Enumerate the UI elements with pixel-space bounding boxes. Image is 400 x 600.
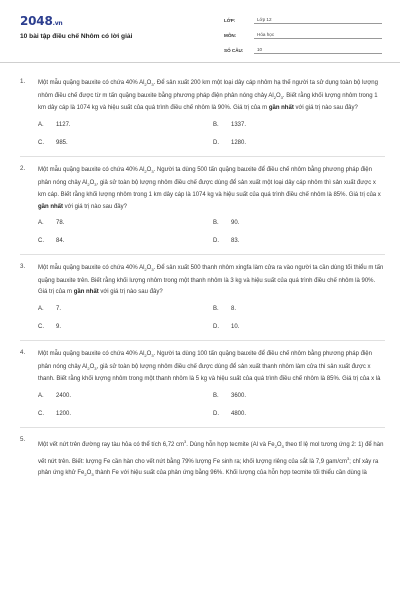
subscript: 3 (94, 365, 97, 371)
question-number: 5. (20, 435, 26, 443)
answer-option[interactable] (38, 140, 213, 146)
option-value: 1337. (231, 121, 247, 128)
text-fragment: thành Fe với hiệu suất của phản ứng bằng 96%. Khối lượng của hỗn hợp tecmite tối thiểu cần dùng là (93, 470, 367, 476)
answer-options (38, 306, 385, 330)
text-fragment: . Biết rằng khối lượng nhôm trong 1 km dây cáp là 1074 kg và hiệu suất của quá trình điều chế nhôm là 90%. Giá trị của m (38, 92, 378, 112)
emphasis-text: gần nhất (73, 289, 99, 296)
text-fragment: , giả sử toàn bộ lượng nhôm điều chế được dùng để sản xuất một loại dây cáp nhôm thì sản xuất được x km cáp. Biết rằng khối lượng nhôm trong 1 km dây cáp là 1074 kg và hiệu suất của quá trình điều chế nhôm là 85%. Giá trị của x (38, 179, 381, 199)
option-value: 4800. (231, 410, 247, 417)
meta-value: Lớp 12 (254, 17, 382, 24)
answer-option[interactable] (213, 220, 388, 226)
text-fragment: với giá trị nào sau đây? (98, 289, 163, 296)
option-value: 10. (231, 323, 240, 330)
logo-text: 2048 (20, 14, 53, 28)
answer-option[interactable] (38, 306, 213, 312)
text-fragment: . Để sản xuất 500 thanh nhôm xingfa làm cửa ra vào người ta cần dùng tối thiểu m tấn quặng bauxite trên. Biết rằng khối lượng nhôm trong một thanh nhôm là 3 kg và hiệu suất của quá trình điều chế nhôm là 90%. Giá trị của m (38, 265, 384, 296)
answer-option[interactable] (38, 411, 213, 417)
emphasis-text: gần nhất (268, 105, 294, 112)
option-letter: C. (38, 410, 44, 417)
meta-value: Hóa học (254, 32, 382, 39)
text-fragment: với giá trị nào sau đây? (293, 105, 358, 112)
document-header (0, 0, 400, 58)
answer-option[interactable] (213, 411, 388, 417)
subscript: 3 (151, 353, 154, 359)
text-fragment: Một mẫu quặng bauxite có chứa 40% Al (38, 350, 145, 357)
option-letter: D. (213, 139, 219, 146)
subscript: 3 (91, 472, 94, 478)
text-fragment: O (89, 179, 95, 186)
option-value: 83. (231, 238, 240, 245)
answer-option[interactable] (213, 306, 388, 312)
option-letter: C. (38, 238, 44, 245)
answer-option[interactable] (38, 393, 213, 399)
subscript: 2 (144, 353, 147, 359)
answer-option[interactable] (38, 324, 213, 330)
subscript: 2 (274, 444, 277, 449)
option-letter: B. (213, 305, 219, 312)
option-value: 1200. (56, 410, 72, 417)
question-number: 3. (20, 263, 26, 271)
question-item (20, 263, 385, 341)
answer-options (38, 220, 385, 244)
emphasis-text: gần nhất (38, 203, 63, 210)
superscript: 3 (347, 455, 350, 461)
answer-option[interactable] (213, 393, 388, 399)
option-value: 1127. (56, 121, 71, 128)
option-value: 90. (231, 220, 240, 227)
option-letter: C. (38, 139, 44, 146)
text-fragment: , giả sử toàn bộ lượng nhôm điều chế được dùng để sản xuất thanh nhôm làm cửa thì sản xuất được x thanh. Biết rằng khối lượng nhôm trong một thanh nhôm là 5 kg và hiệu suất của quá trình điều chế nhôm là 85%. Giá trị của x là (38, 363, 381, 383)
option-letter: D. (213, 410, 219, 417)
text-fragment: Một vết nứt trên đường ray tàu hỏa có thể tích 6,72 cm (38, 441, 185, 448)
document-meta (224, 12, 382, 57)
question-item (20, 78, 385, 157)
question-divider (20, 254, 385, 255)
meta-label: SỐ CÂU: (224, 48, 244, 53)
meta-row-subject (224, 27, 382, 39)
text-fragment: với giá trị nào sau đây? (63, 203, 127, 210)
option-value: 84. (56, 238, 65, 245)
option-letter: A. (38, 305, 44, 312)
text-fragment: theo tỉ lệ mol tương ứng 2: 1) để hàn vết nứt trên. Biết: lượng Fe cần hàn cho vết nứt bằng 79% lượng Fe sinh ra; khối lượng riêng của sắt là 7,9 gam/cm (38, 441, 384, 465)
logo-suffix: .vn (52, 20, 63, 27)
text-fragment: O (276, 92, 281, 99)
subscript: 2 (87, 365, 90, 371)
meta-row-count (224, 42, 382, 54)
option-value: 8. (231, 305, 237, 312)
option-value: 3600. (231, 392, 247, 399)
question-text (38, 349, 385, 386)
question-item (20, 436, 385, 481)
subscript: 3 (281, 444, 284, 449)
question-text (38, 165, 385, 213)
text-fragment: O (89, 363, 95, 370)
meta-label: MÔN: (224, 33, 237, 38)
option-letter: B. (213, 392, 219, 399)
meta-value: 10 (254, 47, 382, 54)
answer-option[interactable] (213, 122, 388, 128)
subscript: 2 (144, 267, 147, 273)
option-value: 7. (56, 305, 62, 312)
superscript: 3 (184, 438, 187, 444)
option-letter: D. (213, 323, 219, 330)
option-letter: B. (213, 121, 219, 128)
option-value: 1280. (231, 139, 247, 146)
answer-option[interactable] (38, 238, 213, 244)
text-fragment: O (146, 350, 152, 357)
option-value: 9. (56, 323, 62, 330)
subscript: 2 (144, 82, 147, 88)
text-fragment: . Người ta dùng 100 tấn quặng bauxite để điều chế nhôm bằng phương pháp điện phân nóng chảy Al (38, 350, 372, 370)
text-fragment: Một mẫu quặng bauxite có chứa 40% Al (38, 80, 145, 86)
text-fragment: Một mẫu quặng bauxite có chứa 40% Al (38, 265, 145, 272)
option-value: 78. (56, 220, 65, 227)
answer-option[interactable] (38, 122, 213, 128)
question-list (20, 78, 385, 489)
subscript: 2 (87, 181, 90, 187)
question-divider (20, 156, 385, 157)
option-letter: B. (213, 220, 219, 227)
text-fragment: O (146, 265, 152, 272)
answer-option[interactable] (213, 238, 388, 244)
option-letter: A. (38, 121, 44, 128)
answer-option[interactable] (38, 220, 213, 226)
subscript: 3 (151, 82, 154, 88)
text-fragment: O (146, 166, 152, 173)
meta-label: LỚP: (224, 18, 236, 23)
question-number: 4. (20, 348, 26, 356)
option-value: 985. (56, 139, 68, 146)
subscript: 2 (144, 169, 147, 175)
option-letter: D. (213, 238, 219, 245)
question-divider (20, 427, 385, 428)
option-letter: A. (38, 392, 44, 399)
text-fragment: O (86, 470, 92, 476)
question-text (38, 263, 385, 299)
question-number: 2. (20, 164, 26, 172)
answer-option[interactable] (213, 324, 388, 330)
text-fragment: . Dùng hỗn hợp tecmite (Al và Fe (186, 441, 275, 448)
question-text (38, 436, 385, 481)
subscript: 3 (280, 94, 283, 100)
subscript: 3 (94, 181, 97, 187)
question-item (20, 349, 385, 428)
text-fragment: . Người ta dùng 500 tấn quặng bauxite để điều chế nhôm bằng phương pháp điện phân nóng chảy Al (38, 166, 372, 186)
question-number: 1. (20, 78, 26, 85)
subscript: 2 (273, 94, 276, 100)
text-fragment: . Để sản xuất 200 km một loại dây cáp nhôm hạ thế người ta sử dụng toàn bộ lượng nhôm điều chế được từ m tấn quặng bauxite bằng phương pháp điện phân nóng chảy Al (38, 80, 378, 99)
text-fragment: ; chỉ xảy ra phản ứng khử Fe (38, 458, 379, 476)
answer-option[interactable] (213, 140, 388, 146)
question-item (20, 165, 385, 255)
answer-options (38, 393, 385, 417)
text-fragment: O (276, 441, 282, 448)
text-fragment: O (146, 80, 152, 86)
question-divider (20, 340, 385, 341)
option-letter: A. (38, 220, 44, 227)
site-logo[interactable] (20, 14, 62, 28)
document-title: 10 bài tập điều chế Nhôm có lời giải (20, 33, 133, 40)
text-fragment: Một mẫu quặng bauxite có chứa 40% Al (38, 166, 145, 173)
subscript: 3 (151, 169, 154, 175)
question-text (38, 78, 385, 115)
answer-options (38, 122, 385, 146)
header-divider (0, 62, 400, 63)
subscript: 3 (151, 267, 154, 273)
option-value: 2400. (56, 392, 72, 399)
subscript: 2 (84, 472, 87, 478)
meta-row-class (224, 12, 382, 24)
option-letter: C. (38, 323, 44, 330)
